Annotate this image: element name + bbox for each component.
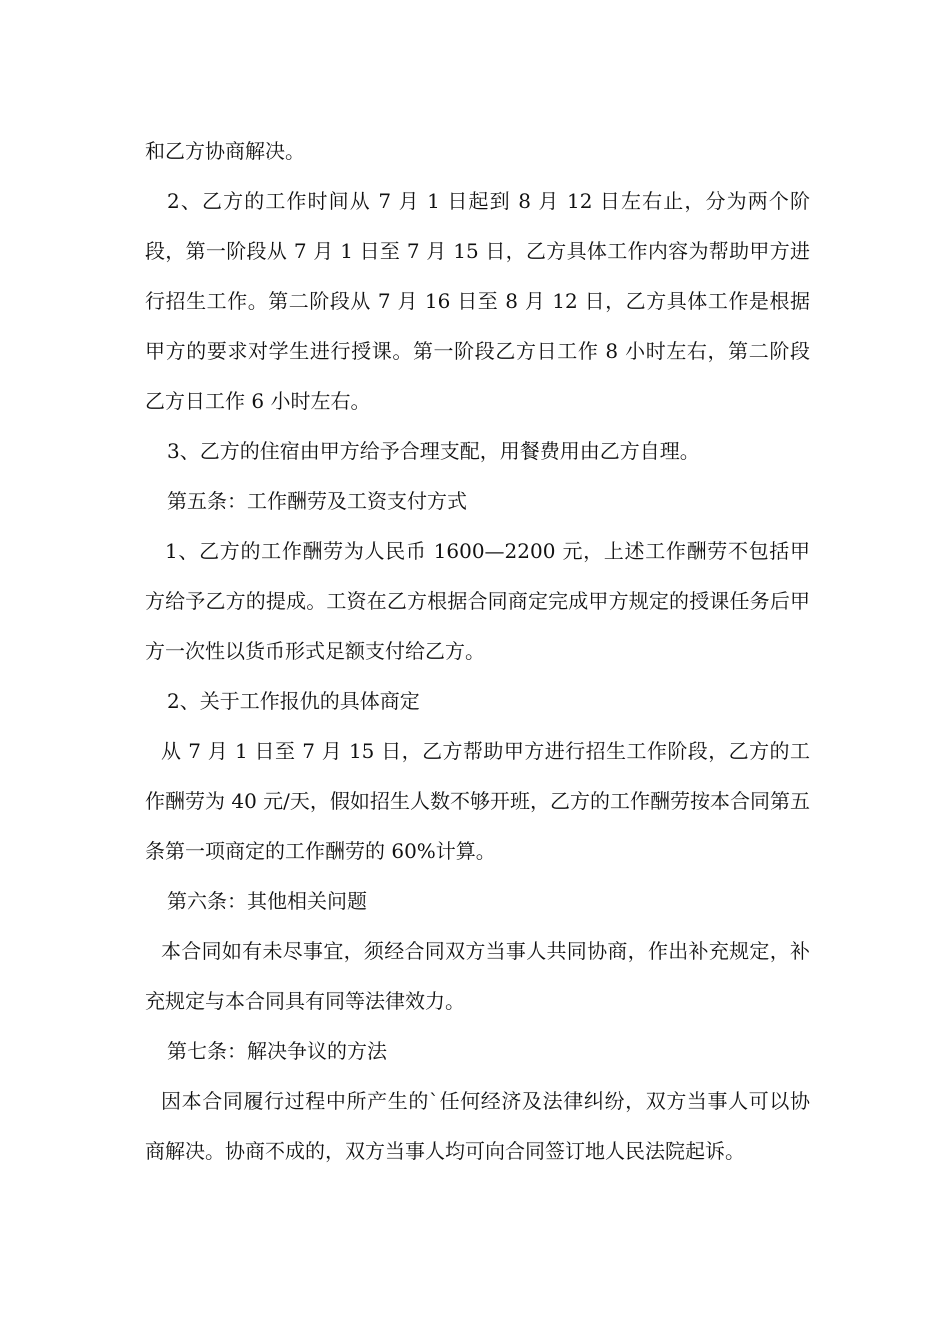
paragraph-accommodation: 3、乙方的住宿由甲方给予合理支配，用餐费用由乙方自理。	[167, 439, 700, 463]
paragraph-remuneration: 1、乙方的工作酬劳为人民币 1600—2200 元，上述工作酬劳不包括甲方给予乙方的提成。工资在乙方根据合同商定完成甲方规定的授课任务后甲方一次性以货币形式足额支付给乙方。	[145, 539, 810, 663]
paragraph-work-time: 2、乙方的工作时间从 7 月 1 日起到 8 月 12 日左右止，分为两个阶段，第一阶段从 7 月 1 日至 7 月 15 日，乙方具体工作内容为帮助甲方进行招生工作。第二阶段从 7 月 16 日至 8 月 12 日，乙方具体工作是根据甲方的要求对学生进行授课。第一阶段乙方日工作 8 小时左右，第二阶段乙方日工作 6 小时左右。	[145, 189, 810, 413]
paragraph-recruitment-pay: 从 7 月 1 日至 7 月 15 日，乙方帮助甲方进行招生工作阶段，乙方的工作酬劳为 40 元/天，假如招生人数不够开班，乙方的工作酬劳按本合同第五条第一项商定的工作酬劳的 60%计算。	[145, 739, 810, 863]
document-body	[145, 126, 810, 1176]
paragraph-continuation: 和乙方协商解决。	[145, 139, 305, 163]
paragraph-dispute-resolution: 因本合同履行过程中所产生的`任何经济及法律纠纷，双方当事人可以协商解决。协商不成的，双方当事人均可向合同签订地人民法院起诉。	[145, 1089, 810, 1163]
paragraph-remuneration-details-heading: 2、关于工作报仇的具体商定	[167, 689, 420, 713]
article-7-heading: 第七条：解决争议的方法	[167, 1039, 387, 1063]
article-6-heading: 第六条：其他相关问题	[167, 889, 367, 913]
article-5-heading: 第五条：工作酬劳及工资支付方式	[167, 489, 467, 513]
paragraph-supplementary: 本合同如有未尽事宜，须经合同双方当事人共同协商，作出补充规定，补充规定与本合同具有同等法律效力。	[145, 939, 810, 1013]
